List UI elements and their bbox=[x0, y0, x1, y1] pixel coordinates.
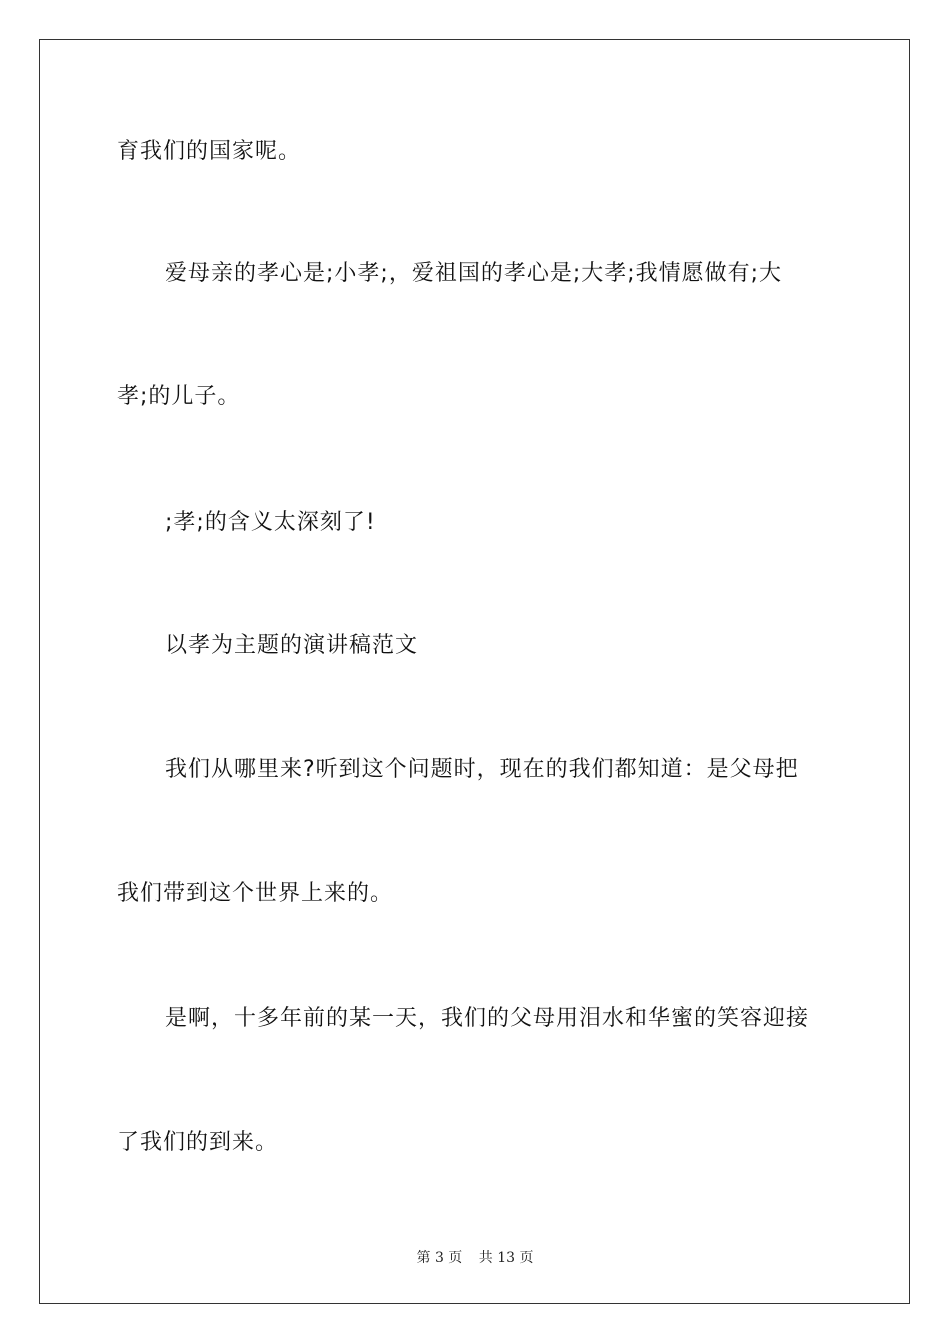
paragraph-line-8: 是啊，十多年前的某一天，我们的父母用泪水和华蜜的笑容迎接 bbox=[165, 1006, 810, 1031]
page-number: 第 3 页 bbox=[416, 1250, 463, 1266]
paragraph-line-3: 孝;的儿子。 bbox=[117, 384, 241, 409]
paragraph-line-7: 我们带到这个世界上来的。 bbox=[117, 881, 394, 906]
page-total: 共 13 页 bbox=[478, 1250, 534, 1266]
paragraph-line-2: 爱母亲的孝心是;小孝;，爱祖国的孝心是;大孝;我情愿做有;大 bbox=[165, 261, 783, 286]
page-footer bbox=[0, 1247, 950, 1267]
page-frame bbox=[39, 39, 910, 1304]
paragraph-line-1: 育我们的国家呢。 bbox=[117, 139, 302, 164]
paragraph-line-4: ;孝;的含义太深刻了! bbox=[165, 510, 376, 535]
paragraph-line-6: 我们从哪里来?听到这个问题时，现在的我们都知道：是父母把 bbox=[165, 757, 799, 782]
section-title: 以孝为主题的演讲稿范文 bbox=[165, 633, 419, 658]
paragraph-line-9: 了我们的到来。 bbox=[117, 1130, 279, 1155]
